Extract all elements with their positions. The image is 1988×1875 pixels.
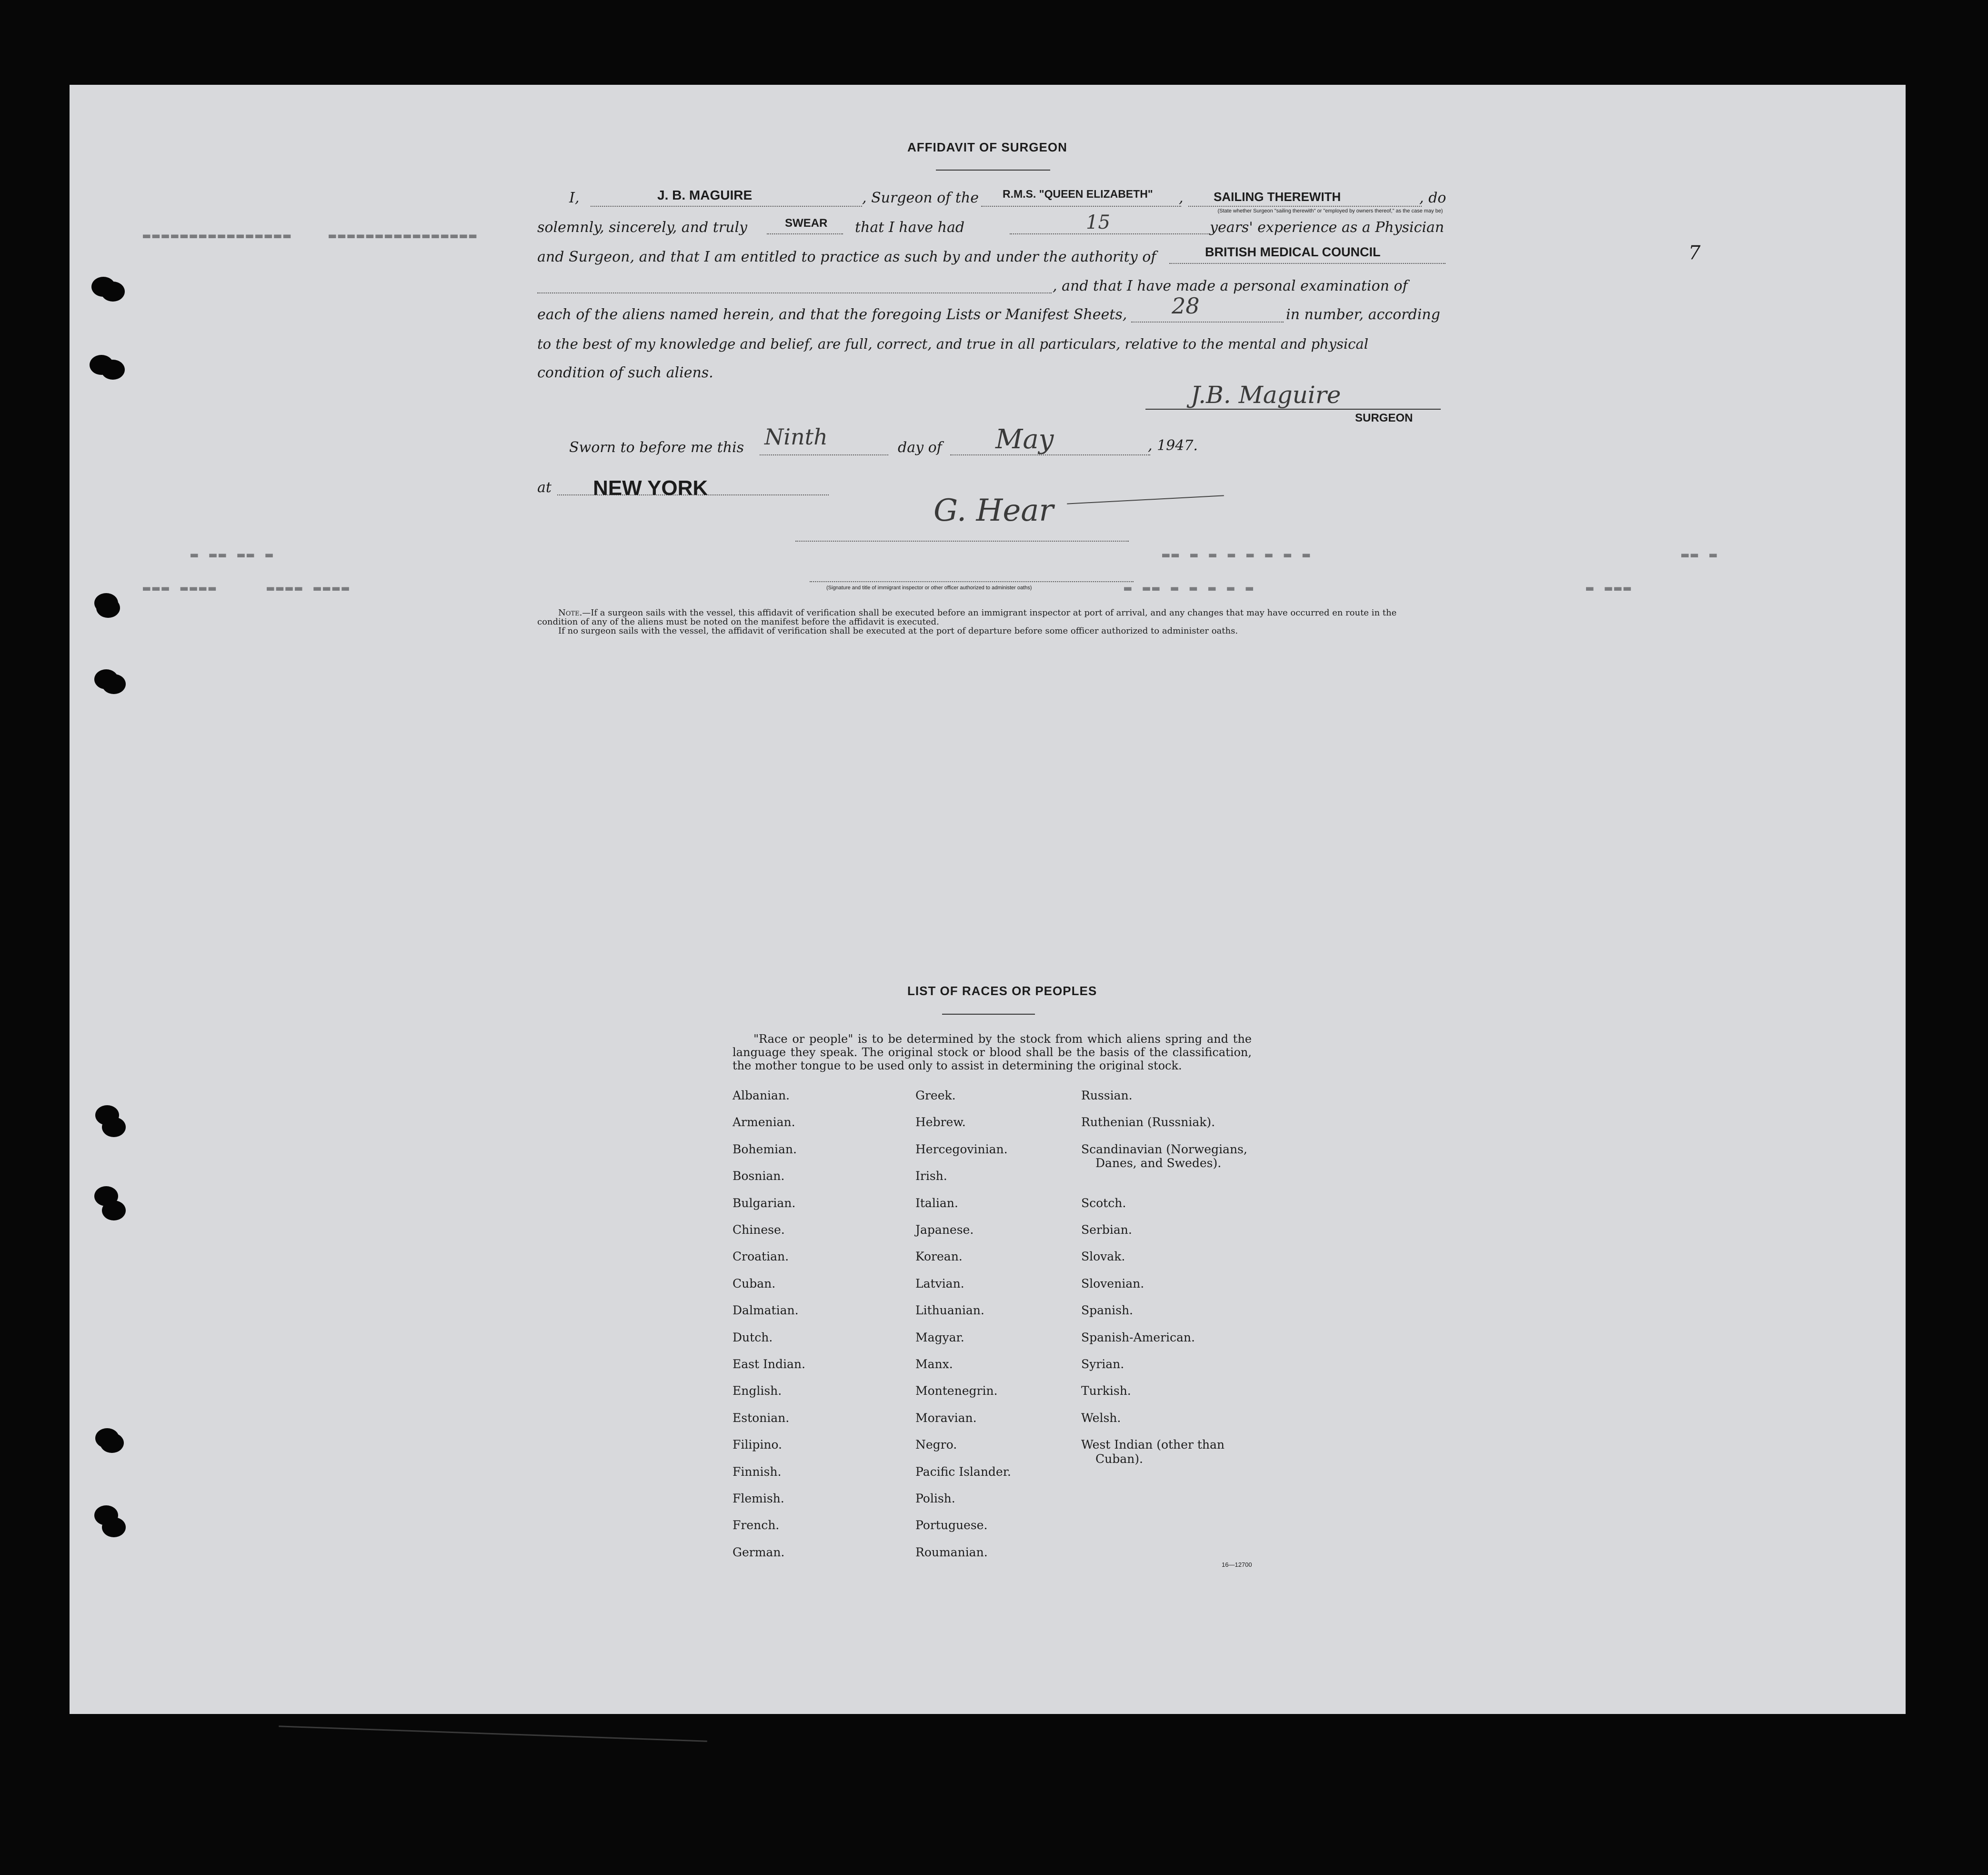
race-item: Armenian. xyxy=(733,1115,795,1129)
line2-post: years' experience as a Physician xyxy=(1210,219,1445,236)
page-mark: 7 xyxy=(1688,242,1701,264)
race-item: Cuban). xyxy=(1095,1452,1143,1466)
race-item: Pacific Islander. xyxy=(915,1464,1011,1479)
bleed-through-marks: ▬▬▬▬ ▬▬▬▬ xyxy=(267,581,351,595)
line4-post: , and that I have made a personal examination of xyxy=(1053,278,1408,294)
race-item: Dalmatian. xyxy=(733,1303,799,1318)
signature-title: SURGEON xyxy=(1355,412,1413,424)
sworn-pre: Sworn to before me this xyxy=(569,439,744,456)
race-item: Welsh. xyxy=(1081,1411,1121,1425)
race-item: Manx. xyxy=(915,1357,953,1371)
line7: condition of such aliens. xyxy=(537,364,713,381)
authority-continuation xyxy=(537,292,1052,293)
punch-hole xyxy=(101,360,125,380)
line6: to the best of my knowledge and belief, are full, correct, and true in all particulars, relative to the mental and physical xyxy=(537,336,1368,352)
line5-post: in number, according xyxy=(1286,306,1440,323)
punch-hole xyxy=(102,1200,126,1220)
bleed-through-marks: ▬ ▬▬ ▬ ▬ ▬ ▬ ▬ xyxy=(1124,581,1255,595)
authority-underline xyxy=(1169,263,1446,264)
punch-hole xyxy=(102,1117,126,1137)
race-item: Greek. xyxy=(915,1089,956,1102)
race-item: English. xyxy=(733,1384,782,1398)
note-text-2: If no surgeon sails with the vessel, the affidavit of verification shall be executed at the port of departure before some officer authorized to administer oaths. xyxy=(558,626,1238,636)
race-item: Latvian. xyxy=(915,1276,964,1290)
bleed-through-marks: ▬▬▬▬▬▬▬▬▬▬▬▬▬▬▬▬ xyxy=(329,229,479,243)
race-item: Ruthenian (Russniak). xyxy=(1081,1115,1215,1129)
line1-pre: I, xyxy=(569,190,580,206)
signature-line xyxy=(1145,409,1441,410)
years-underline xyxy=(1010,233,1210,234)
manifest-sheets: 28 xyxy=(1172,293,1200,319)
at-pre: at xyxy=(537,479,552,496)
affidavit-title: AFFIDAVIT OF SURGEON xyxy=(907,140,1067,154)
line1-comma: , xyxy=(1179,190,1184,206)
bleed-through-marks: ▬ ▬▬ ▬▬ ▬ xyxy=(191,548,275,562)
bleed-through-marks: ▬▬ ▬ xyxy=(1681,548,1719,562)
official-caption: (Signature and title of immigrant inspector or other officer authorized to administer oaths) xyxy=(826,585,1032,591)
vessel-name: R.M.S. "QUEEN ELIZABETH" xyxy=(1003,188,1153,200)
race-item: Slovenian. xyxy=(1081,1276,1145,1290)
race-item: Dutch. xyxy=(733,1330,773,1344)
race-item: Portuguese. xyxy=(915,1518,988,1532)
race-item: Chinese. xyxy=(733,1223,785,1237)
race-item: East Indian. xyxy=(733,1357,805,1371)
race-item: Irish. xyxy=(915,1169,947,1183)
status-instruction: (State whether Surgeon "sailing therewith" or "employed by owners thereof," as the case may be) xyxy=(1217,208,1443,214)
line1-mid: , Surgeon of the xyxy=(862,190,979,206)
race-item: Japanese. xyxy=(915,1223,974,1237)
vessel-underline xyxy=(981,206,1181,207)
races-intro: "Race or people" is to be determined by the stock from which aliens spring and the language they speak. The original stock or blood shall be the basis of the classification, the mother tongue to be used only to assist in determining the original stock. xyxy=(733,1032,1252,1072)
race-item: Scandinavian (Norwegians, xyxy=(1081,1142,1247,1156)
race-item: Korean. xyxy=(915,1250,963,1264)
race-item: Bulgarian. xyxy=(733,1196,796,1210)
race-item: Estonian. xyxy=(733,1411,790,1425)
line5-pre: each of the aliens named herein, and that the foregoing Lists or Manifest Sheets, xyxy=(537,306,1127,323)
surgeon-status: SAILING THEREWITH xyxy=(1214,190,1341,204)
status-underline xyxy=(1188,206,1422,207)
race-item: Scotch. xyxy=(1081,1196,1126,1210)
line2-pre: solemnly, sincerely, and truly xyxy=(537,219,748,236)
race-item: Spanish-American. xyxy=(1081,1330,1195,1344)
race-item: German. xyxy=(733,1545,785,1559)
race-item: Negro. xyxy=(915,1438,957,1452)
line1-post: , do xyxy=(1419,190,1446,206)
race-item: Cuban. xyxy=(733,1276,776,1290)
race-item: Magyar. xyxy=(915,1330,964,1344)
race-item: Spanish. xyxy=(1081,1303,1134,1318)
scan-smudge xyxy=(279,1725,707,1742)
years-experience: 15 xyxy=(1086,212,1110,233)
bleed-through-marks: ▬▬ ▬ ▬ ▬ ▬ ▬ ▬ ▬ xyxy=(1162,548,1312,562)
official-signature-line xyxy=(795,541,1129,542)
oath-underline xyxy=(767,233,843,234)
race-item: Serbian. xyxy=(1081,1223,1132,1237)
race-item: Danes, and Swedes). xyxy=(1095,1156,1222,1170)
sworn-mid: day of xyxy=(898,439,942,456)
race-item: Bohemian. xyxy=(733,1142,797,1156)
race-item: Roumanian. xyxy=(915,1545,988,1559)
race-item: Albanian. xyxy=(733,1089,790,1102)
race-item: Hebrew. xyxy=(915,1115,966,1129)
surgeon-name: J. B. MAGUIRE xyxy=(657,188,753,202)
sworn-year: , 1947. xyxy=(1148,437,1198,454)
punch-hole xyxy=(102,674,126,694)
bleed-through-marks: ▬▬▬ ▬▬▬▬ xyxy=(143,581,218,595)
race-item: Montenegrin. xyxy=(915,1384,998,1398)
form-number: 16—12700 xyxy=(1222,1561,1252,1568)
caption-line xyxy=(810,581,1134,582)
race-item: French. xyxy=(733,1518,780,1532)
races-title: LIST OF RACES OR PEOPLES xyxy=(907,984,1097,998)
race-item: Syrian. xyxy=(1081,1357,1125,1371)
race-item: Finnish. xyxy=(733,1464,782,1479)
bleed-through-marks: ▬ ▬▬▬ xyxy=(1586,581,1633,595)
title-rule xyxy=(936,170,1050,171)
race-item: Hercegovinian. xyxy=(915,1142,1008,1156)
name-underline xyxy=(591,206,862,207)
note-text: —If a surgeon sails with the vessel, this affidavit of verification shall be executed before an immigrant inspector at port of arrival, and any changes that may have occurred en route in the condition of any of the aliens must be noted on the manifest before the affidavit is executed. xyxy=(537,608,1397,627)
punch-hole xyxy=(100,1433,124,1453)
race-item: Bosnian. xyxy=(733,1169,785,1183)
sheets-underline xyxy=(1131,322,1284,323)
oath-type: SWEAR xyxy=(785,217,828,230)
bleed-through-marks: ▬▬▬▬▬▬▬▬▬▬▬▬▬▬▬▬ xyxy=(143,229,293,243)
line3-pre: and Surgeon, and that I am entitled to practice as such by and under the authority of xyxy=(537,249,1156,265)
sworn-month: May xyxy=(995,424,1054,455)
race-item: Moravian. xyxy=(915,1411,977,1425)
affidavit-note xyxy=(537,608,1399,635)
race-item: Polish. xyxy=(915,1492,955,1505)
punch-hole xyxy=(96,598,120,618)
race-item: Slovak. xyxy=(1081,1250,1125,1264)
punch-hole xyxy=(102,1517,126,1537)
race-item: Filipino. xyxy=(733,1438,782,1452)
race-item: Flemish. xyxy=(733,1492,784,1505)
race-item: Italian. xyxy=(915,1196,958,1210)
race-item: Lithuanian. xyxy=(915,1303,984,1318)
surgeon-signature: J.B. Maguire xyxy=(1191,381,1341,409)
day-underline xyxy=(760,454,888,455)
races-title-rule xyxy=(942,1014,1035,1015)
race-item: Croatian. xyxy=(733,1250,789,1264)
sworn-day: Ninth xyxy=(764,424,828,450)
official-signature: G. Hear xyxy=(934,493,1054,528)
race-item: Turkish. xyxy=(1081,1384,1131,1398)
race-item: West Indian (other than xyxy=(1081,1438,1225,1452)
line2-mid: that I have had xyxy=(855,219,965,236)
licensing-authority: BRITISH MEDICAL COUNCIL xyxy=(1205,245,1381,259)
race-item: Russian. xyxy=(1081,1089,1133,1102)
sworn-place: NEW YORK xyxy=(593,476,708,500)
punch-hole xyxy=(101,282,125,302)
note-label: Note. xyxy=(558,608,582,618)
